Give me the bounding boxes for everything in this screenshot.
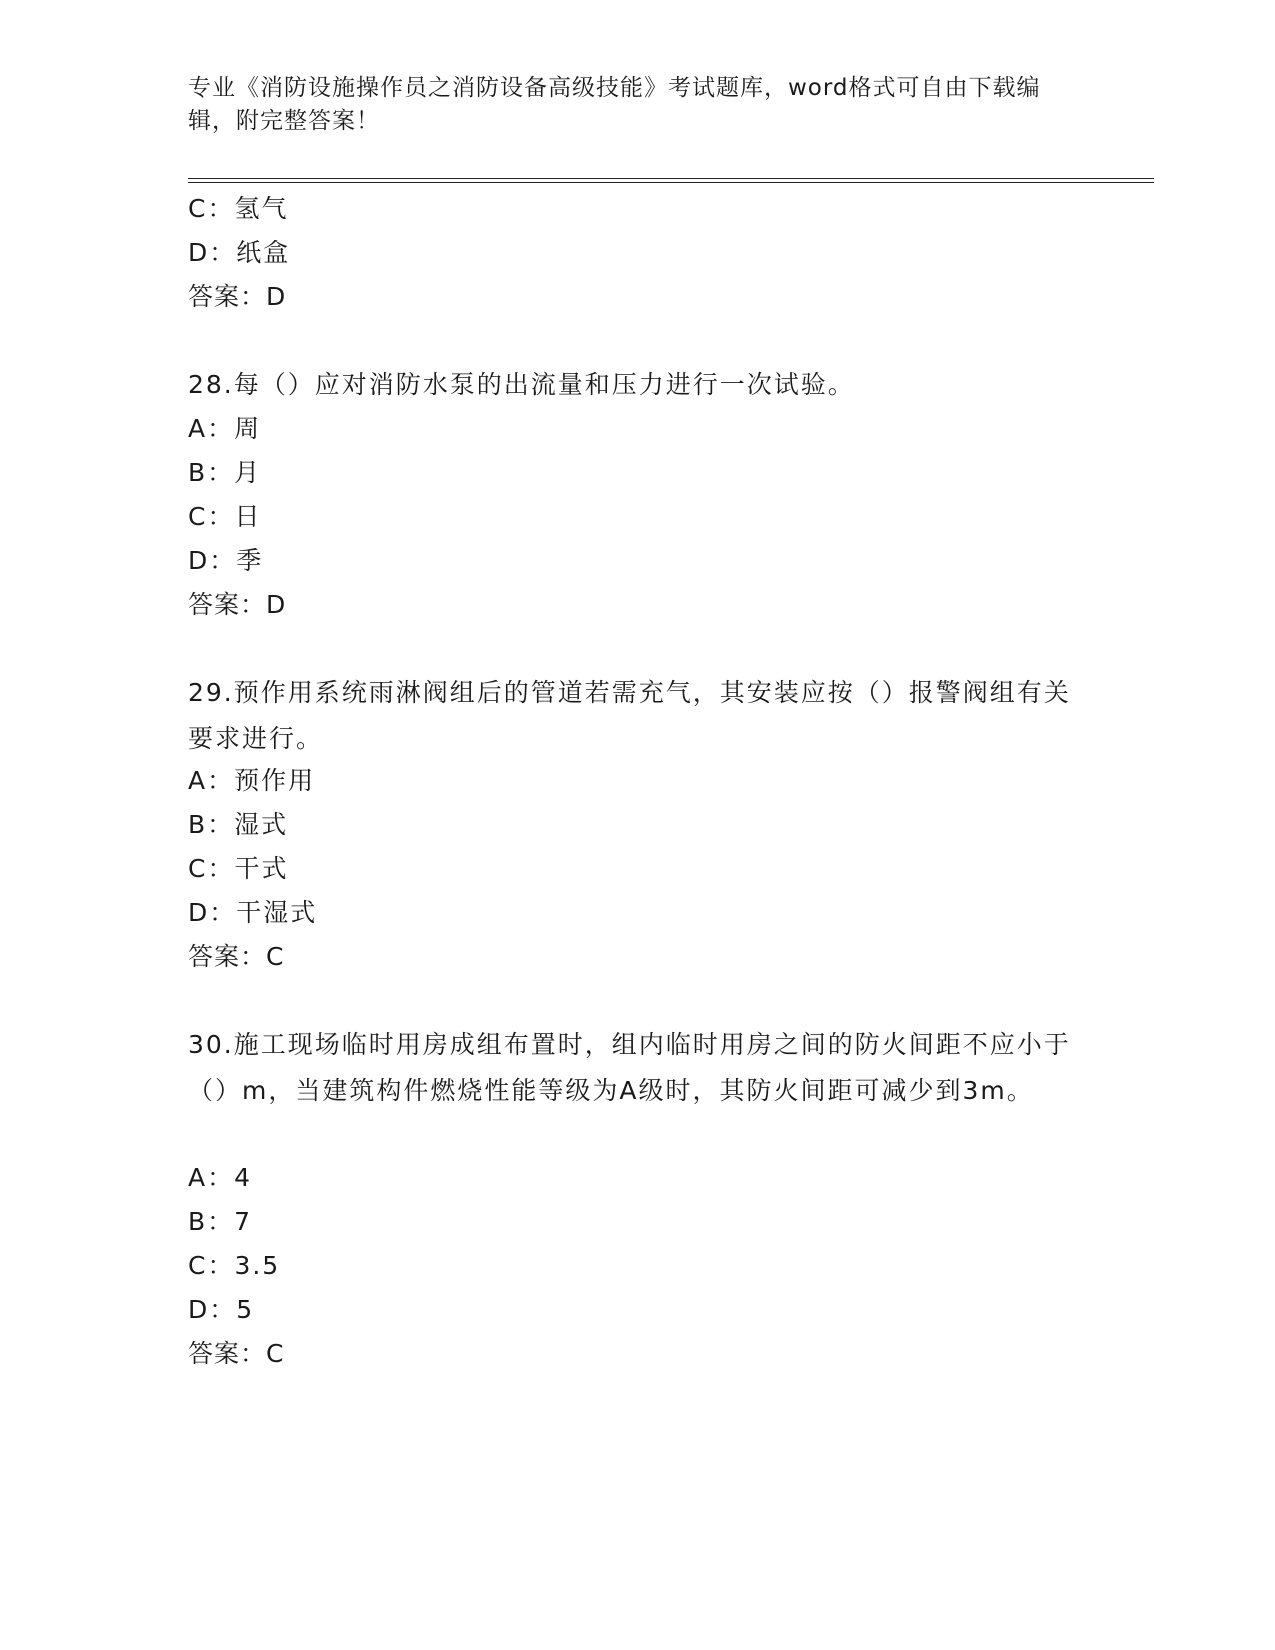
q30-option-b: B：7 [188,1207,253,1236]
q28-question: 28.每（）应对消防水泵的出流量和压力进行一次试验。 [188,370,855,399]
q29-option-b: B：湿式 [188,810,289,839]
q29-option-c: C：干式 [188,854,289,883]
q28-option-c: C：日 [188,502,262,531]
q29-option-d: D：干湿式 [188,898,318,927]
document-header: 专业《消防设施操作员之消防设备高级技能》考试题库，word格式可自由下载编辑，附完整答案！ [188,75,1041,134]
q30-question: 30.施工现场临时用房成组布置时，组内临时用房之间的防火间距不应小于（）m，当建筑构件燃烧性能等级为A级时，其防火间距可减少到3m。 [188,1030,1071,1105]
header-divider-top [188,178,1154,179]
q30-option-d: D：5 [188,1295,255,1324]
q29-question: 29.预作用系统雨淋阀组后的管道若需充气，其安装应按（）报警阀组有关要求进行。 [188,678,1071,753]
q27-option-c: C：氢气 [188,194,289,223]
q30-option-a: A：4 [188,1163,253,1192]
q28-option-b: B：月 [188,458,262,487]
q30-option-c: C：3.5 [188,1251,281,1280]
header-divider-bottom [188,182,1154,183]
q27-option-d: D：纸盒 [188,238,291,267]
q29-option-a: A：预作用 [188,766,316,795]
q30-answer: 答案：C [188,1339,285,1368]
q28-answer: 答案：D [188,590,287,619]
q28-option-a: A：周 [188,414,262,443]
q27-answer: 答案：D [188,282,287,311]
q29-answer: 答案：C [188,942,285,971]
q28-option-d: D：季 [188,546,264,575]
